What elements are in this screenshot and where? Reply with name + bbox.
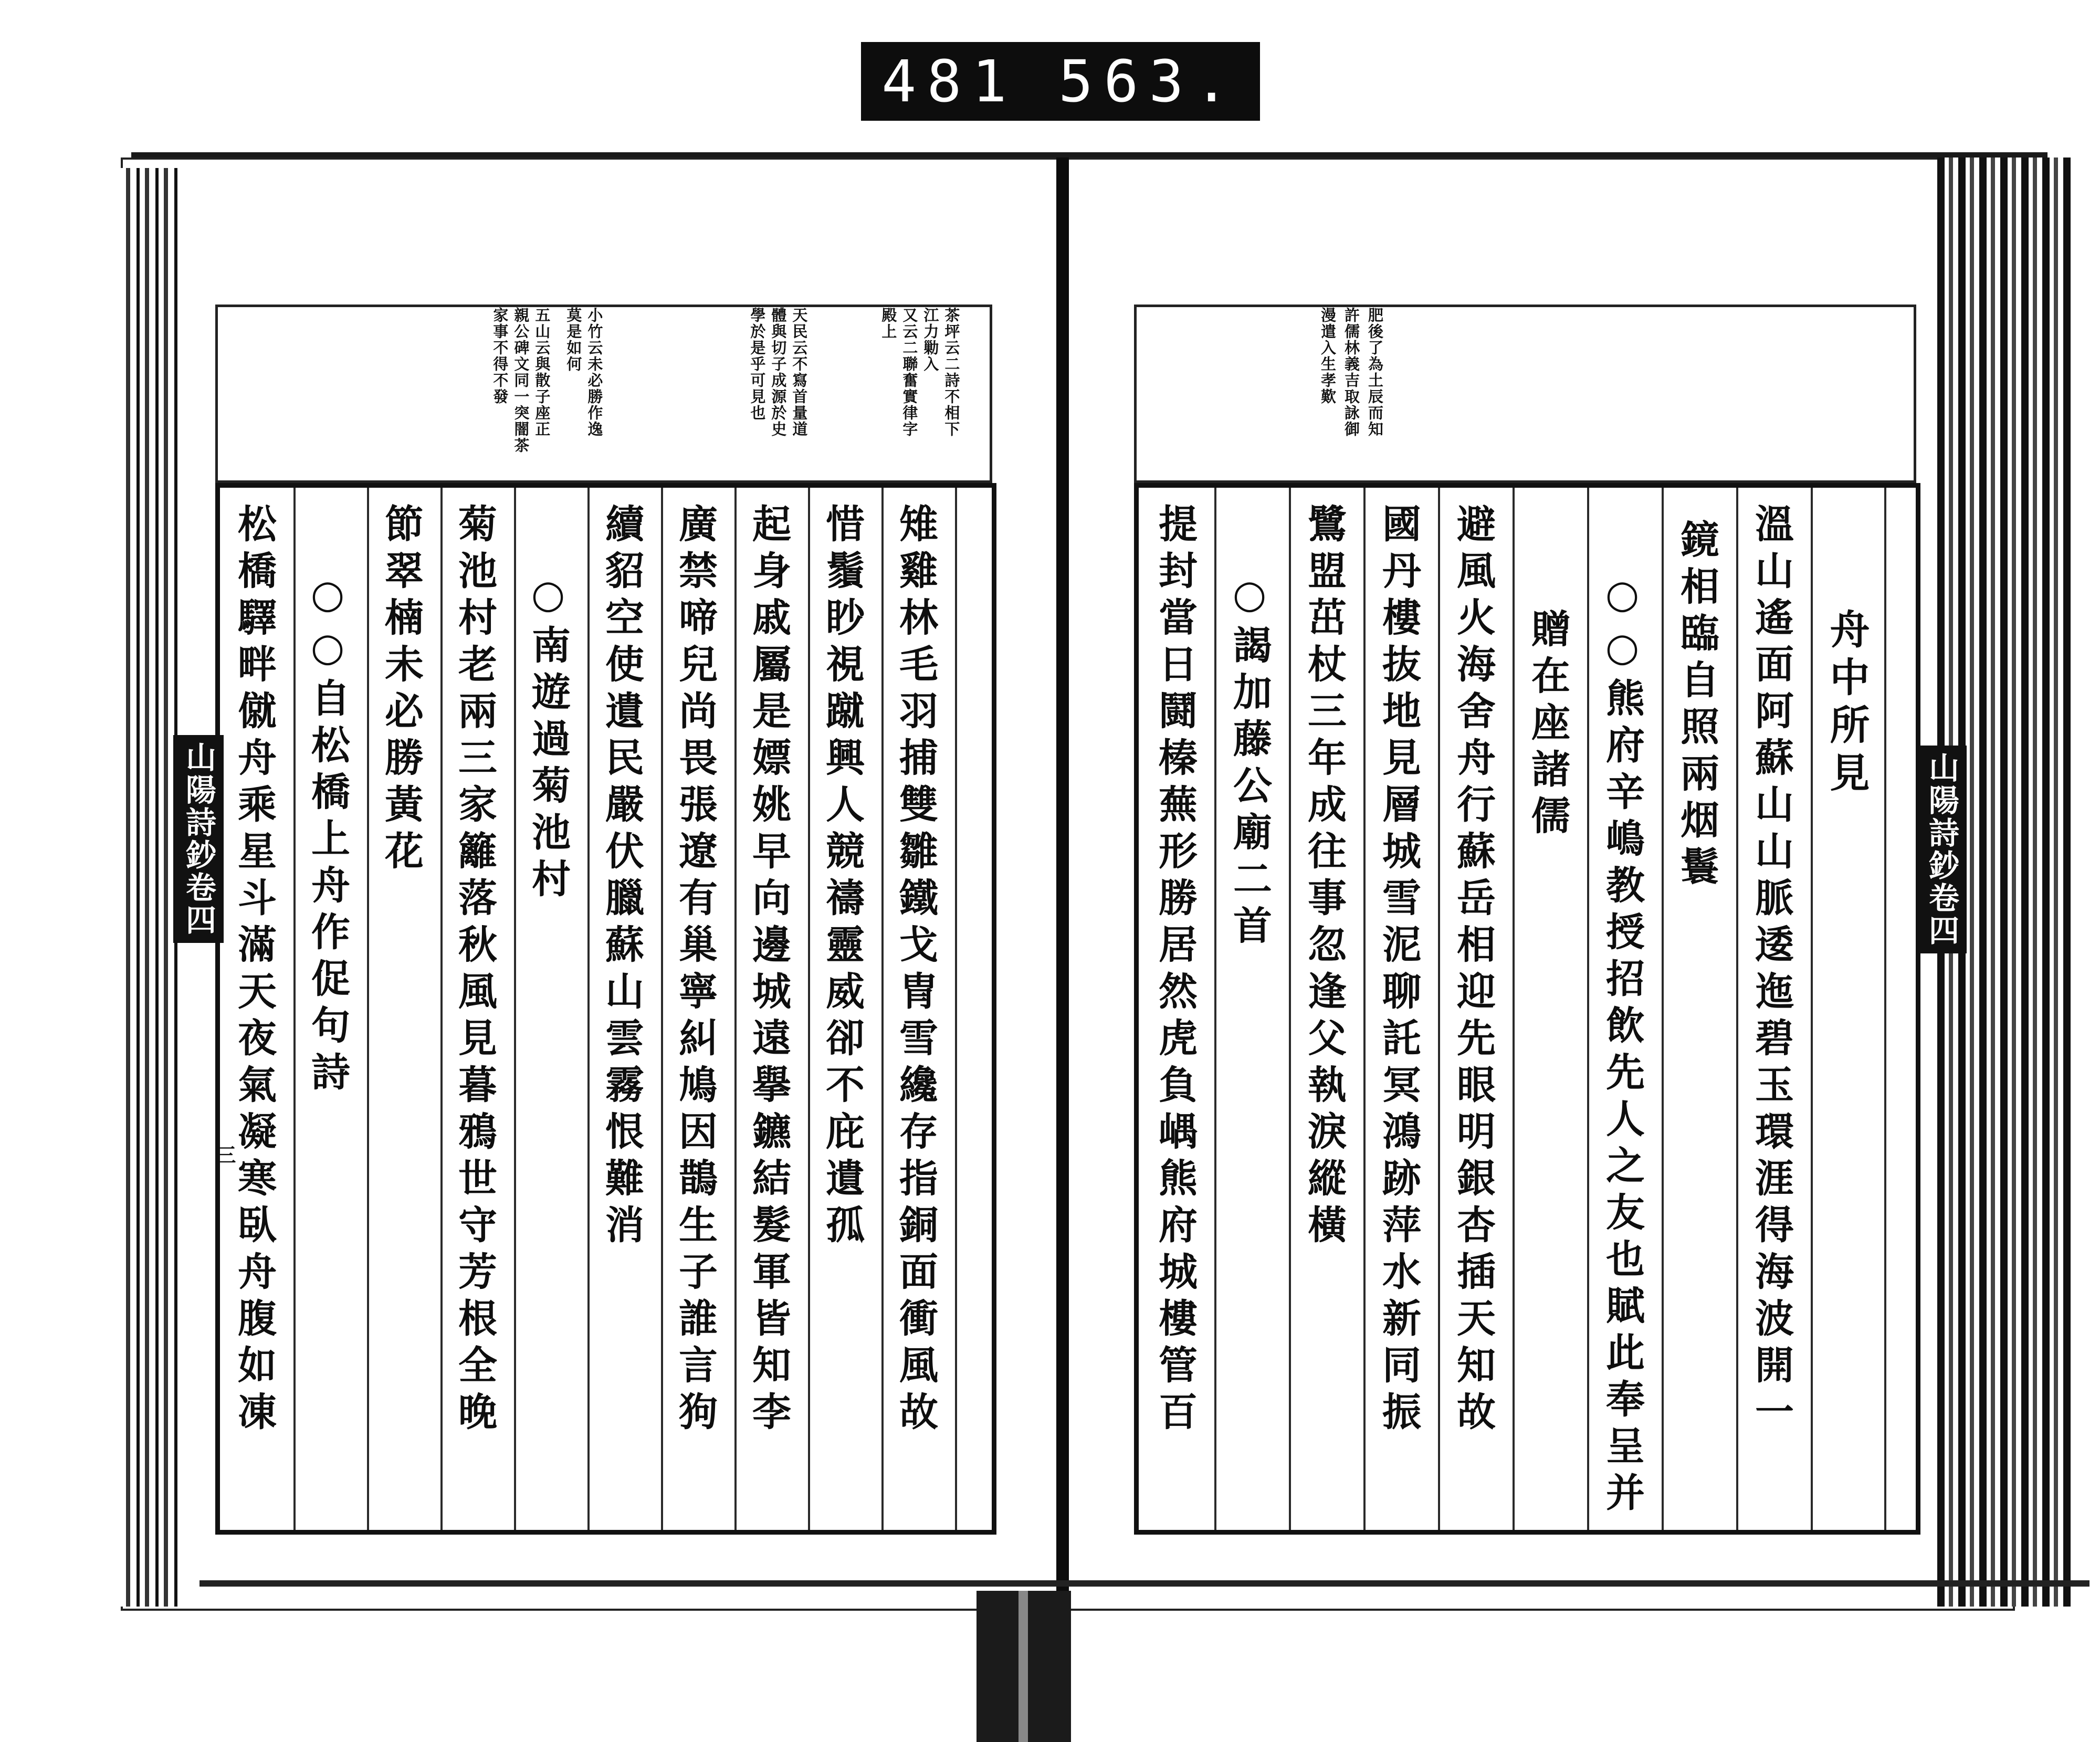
left-head-note: 親公碑文同一突闇茶 — [512, 307, 530, 454]
text-column: 續貂空使遺民嚴伏臘蘇山雲霧恨難消 — [599, 503, 644, 1251]
poem-title: 贈在座諸儒 — [1525, 608, 1570, 842]
archive-number-right: 563. — [1058, 48, 1240, 115]
text-column: 國丹樓抜地見層城雪泥聊託冥鴻跡萍水新同振 — [1376, 503, 1421, 1438]
poem-title: ○○熊府辛嶋教授招飲先人之友也賦此奉呈并 — [1600, 572, 1645, 1519]
right-head-note: 漫遣入生孝歎 — [1319, 307, 1337, 405]
right-head-note: 肥後了為土辰而知 — [1366, 307, 1384, 437]
text-column: 鏡相臨自照兩烟鬟 — [1674, 519, 1719, 893]
left-head-note: 又云二聯奮實律字 — [900, 307, 919, 437]
book-stand — [976, 1591, 1071, 1742]
book-spine — [1056, 158, 1069, 1601]
right-head-notes-box — [1134, 305, 1916, 483]
poem-title: ○○自松橋上舟作促句詩 — [305, 572, 350, 1098]
left-head-note: 學於是乎可見也 — [748, 307, 766, 421]
left-head-note: 小竹云未必勝作逸 — [585, 307, 604, 437]
left-text-frame — [215, 483, 996, 1535]
left-page-edge — [121, 168, 178, 1607]
left-head-note: 家事不得不發 — [491, 307, 509, 405]
left-head-notes-box — [215, 305, 992, 483]
archive-call-number — [861, 42, 1260, 121]
text-column: 雉雞林毛羽捕雙雛鐵戈冑雪纔存指銅面衝風故 — [893, 503, 938, 1438]
left-head-note: 體與切子成源於史 — [769, 307, 788, 437]
text-column: 鷺盟茁杖三年成往事忽逢父執淚縱橫 — [1301, 503, 1347, 1251]
text-column: 菊池村老兩三家籬落秋風見暮鴉世守芳根全晚 — [452, 503, 497, 1438]
left-head-note: 江力勦入 — [921, 307, 940, 372]
text-column: 提封當日鬪榛蕪形勝居然虎負嵎熊府城樓管百 — [1152, 503, 1198, 1438]
folio-number: 三 — [213, 1145, 236, 1164]
poem-title: 舟中所見 — [1823, 608, 1870, 800]
right-text-frame — [1134, 483, 1920, 1535]
poem-title: ○南遊過菊池村 — [526, 572, 571, 905]
poem-title: ○謁加藤公廟二首 — [1227, 572, 1272, 952]
right-head-note: 許儒林義吉取詠御 — [1342, 307, 1360, 437]
text-column: 松橋驛畔僦舟乘星斗滿天夜氣凝寒臥舟腹如凍 — [232, 503, 277, 1438]
book-bottom-edge — [200, 1580, 2090, 1587]
text-column: 避風火海舍舟行蘇岳相迎先眼明銀杏插天知故 — [1451, 503, 1496, 1438]
left-head-note: 茶坪云二詩不相下 — [942, 307, 961, 437]
left-head-note: 五山云與散子座正 — [533, 307, 551, 437]
left-margin-title: 山陽詩鈔卷四 — [173, 735, 224, 943]
text-column: 溫山遙面阿蘇山山脈逶迤碧玉環涯得海波開一 — [1749, 503, 1794, 1438]
text-column: 起身戚屬是嫖姚早向邊城遠擧鑣結髮軍皆知李 — [746, 503, 791, 1438]
left-head-note: 天民云不寫首量道 — [790, 307, 808, 437]
text-column: 節翠楠未必勝黃花 — [379, 503, 424, 877]
text-column: 惜鬚眇視蹴興人競禱靈威卻不庇遺孤 — [820, 503, 865, 1251]
text-column: 廣禁啼兒尚畏張遼有巢寧糾鳩因鵲生子誰言狗 — [673, 503, 718, 1438]
left-head-note: 莫是如何 — [564, 307, 583, 372]
right-margin-title: 山陽詩鈔卷四 — [1916, 746, 1967, 953]
archive-number-left: 481 — [881, 48, 1017, 115]
left-head-note: 殿上 — [879, 307, 898, 340]
